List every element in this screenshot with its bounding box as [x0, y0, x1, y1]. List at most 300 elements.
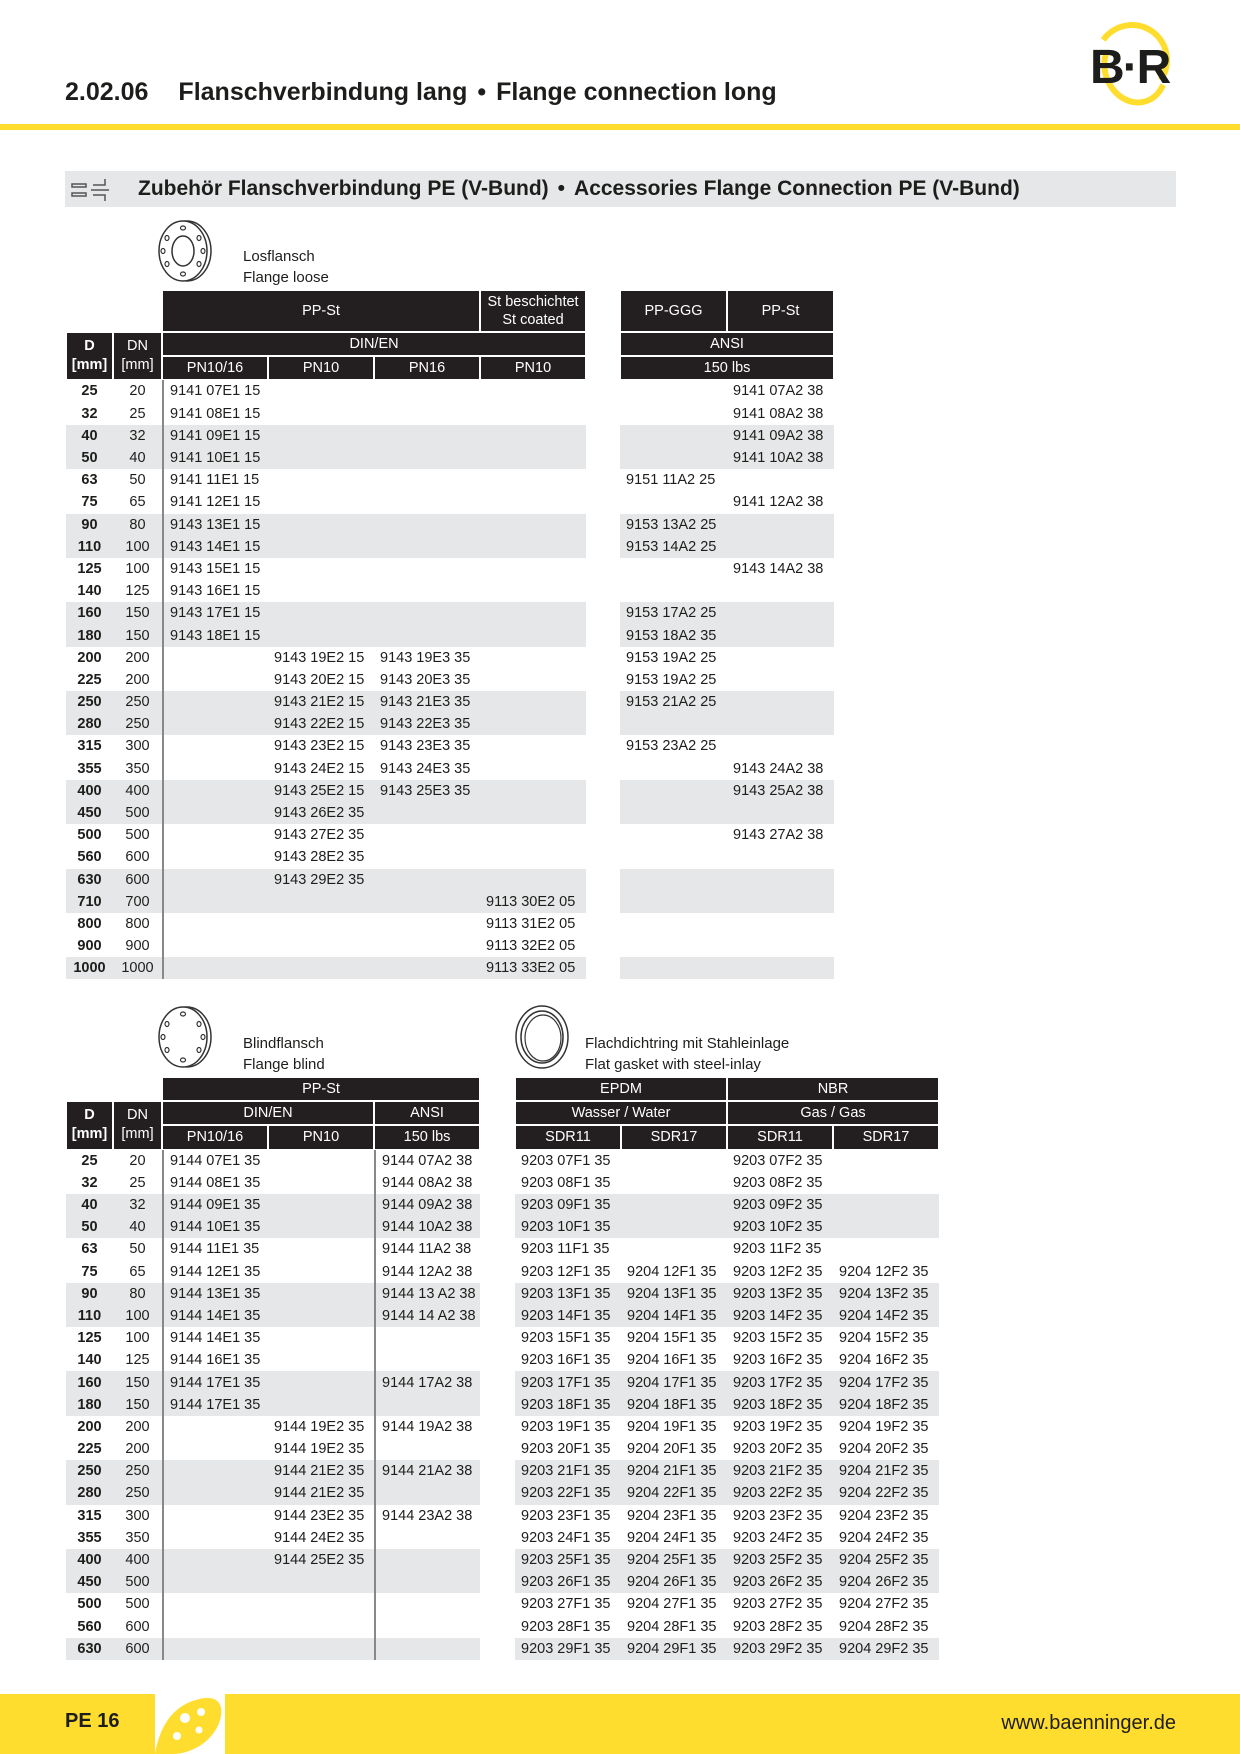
header-d — [66, 332, 113, 380]
cell-pn10 — [268, 1305, 374, 1327]
cell-sdr11-gas: 9203 09F2 35 — [727, 1194, 833, 1216]
blind-flange-table — [66, 1077, 480, 1660]
cell-pp-ggg — [620, 713, 727, 735]
cell-pn16: 9143 25E3 35 — [374, 780, 480, 802]
cell-d: 63 — [81, 1241, 98, 1258]
cell-pn10-16: 9143 15E1 15 — [162, 558, 268, 580]
table-row — [66, 1216, 480, 1238]
cell-pp-st-ansi: 9141 09A2 38 — [727, 425, 834, 447]
header-dn — [113, 1101, 162, 1149]
cell-pp-ggg — [620, 758, 727, 780]
header-pp-st: PP-St — [162, 1077, 480, 1101]
cell-pn10 — [268, 935, 374, 957]
cell-sdr11-gas: 9203 19F2 35 — [733, 1418, 823, 1435]
cell-pp-st-ansi — [727, 647, 834, 669]
table-row — [66, 1238, 480, 1260]
header-st-coated-de: St beschichtet — [487, 294, 579, 310]
gap — [586, 491, 620, 513]
cell-sdr11-gas: 9203 20F2 35 — [733, 1441, 823, 1458]
cell-sdr17-gas: 9204 23F2 35 — [839, 1507, 929, 1524]
cell-sdr11-water: 9203 11F1 35 — [521, 1241, 610, 1258]
header-sdr11-water: SDR11 — [515, 1125, 621, 1149]
cell-pn16 — [374, 913, 480, 935]
cell-d: 140 — [77, 583, 102, 600]
cell-dn: 32 — [113, 1194, 162, 1216]
table-row — [66, 669, 834, 691]
header-st-coated — [480, 290, 586, 332]
cell-pp-st-ansi — [727, 669, 834, 691]
gap — [586, 558, 620, 580]
cell-sdr11-gas: 9203 28F2 35 — [733, 1618, 823, 1635]
cell-pp-ggg: 9153 13A2 25 — [620, 514, 727, 536]
cell-pp-ggg — [620, 957, 727, 979]
cell-pp-st-ansi — [727, 891, 834, 913]
table-row — [66, 1261, 480, 1283]
cell-pp-ggg: 9153 19A2 25 — [626, 649, 717, 666]
cell-pp-ggg — [620, 558, 727, 580]
cell-sdr17-water: 9204 13F1 35 — [621, 1283, 727, 1305]
table-row — [66, 913, 834, 935]
gap — [586, 824, 620, 846]
gap — [586, 290, 620, 332]
gap — [586, 957, 620, 979]
cell-dn: 50 — [129, 472, 146, 489]
header-sdr17-water: SDR17 — [621, 1125, 727, 1149]
cell-pp-ggg: 9153 21A2 25 — [620, 691, 727, 713]
table-row — [66, 891, 834, 913]
cell-d: 630 — [66, 1638, 113, 1660]
cell-pn16 — [374, 425, 480, 447]
gap — [586, 735, 620, 757]
cell-pn10 — [268, 602, 374, 624]
cell-pn10-16: 9144 16E1 35 — [162, 1349, 268, 1371]
cell-sdr11-water: 9203 19F1 35 — [521, 1418, 611, 1435]
cell-pp-ggg: 9151 11A2 25 — [626, 472, 716, 489]
section-title-de: Zubehör Flanschverbindung PE (V-Bund) — [138, 177, 549, 200]
loose-flange-label — [243, 246, 329, 288]
cell-dn: 65 — [129, 1263, 146, 1280]
cell-d: 710 — [66, 891, 113, 913]
cell-pn10 — [268, 425, 374, 447]
cell-pn16: 9143 24E3 35 — [380, 760, 471, 777]
cell-sdr17-water — [621, 1194, 727, 1216]
table-row — [515, 1349, 939, 1371]
cell-pp-ggg — [620, 869, 727, 891]
cell-sdr17-gas: 9204 22F2 35 — [833, 1482, 939, 1504]
cell-d: 250 — [66, 1460, 113, 1482]
gap — [586, 536, 620, 558]
title-de: Flanschverbindung lang — [178, 78, 468, 106]
cell-dn: 500 — [113, 802, 162, 824]
cell-sdr11-water: 9203 14F1 35 — [515, 1305, 621, 1327]
loose-flange-label-en: Flange loose — [243, 269, 329, 286]
gap — [586, 913, 620, 935]
table-row — [66, 1371, 480, 1393]
cell-pn10 — [268, 380, 374, 402]
cell-pn10-coated: 9113 30E2 05 — [480, 891, 586, 913]
table-row — [66, 713, 834, 735]
cell-pn10 — [268, 447, 374, 469]
cell-sdr17-gas: 9204 17F2 35 — [833, 1371, 939, 1393]
table-row — [66, 735, 834, 757]
cell-pp-st-ansi: 9141 10A2 38 — [727, 447, 834, 469]
cell-pp-ggg: 9153 18A2 35 — [620, 624, 727, 646]
cell-pn10-16: 9143 13E1 15 — [162, 514, 268, 536]
header-pn10: PN10 — [268, 1125, 374, 1149]
cell-pn16: 9143 22E3 35 — [374, 713, 480, 735]
website-link[interactable]: www.baenninger.de — [1001, 1712, 1176, 1734]
cell-dn: 100 — [113, 536, 162, 558]
cell-pn10-16 — [162, 735, 268, 757]
cell-d: 800 — [77, 915, 102, 932]
cell-d: 180 — [66, 624, 113, 646]
cell-d: 40 — [66, 425, 113, 447]
cell-pp-st-ansi — [727, 735, 834, 757]
table-row — [515, 1505, 939, 1527]
cell-d: 63 — [81, 472, 98, 489]
cell-d: 280 — [66, 713, 113, 735]
table-row — [66, 1283, 480, 1305]
cell-pp-ggg — [620, 935, 727, 957]
page-number: PE 16 — [65, 1710, 120, 1732]
cell-pn10-coated: 9113 31E2 05 — [486, 915, 576, 932]
cell-pp-st-ansi — [727, 514, 834, 536]
cell-dn: 350 — [125, 760, 150, 777]
cell-d: 180 — [66, 1394, 113, 1416]
blind-flange-label-en: Flange blind — [243, 1056, 325, 1073]
cell-pn10-16: 9141 07E1 15 — [162, 380, 268, 402]
header-pn10-16: PN10/16 — [162, 356, 268, 380]
loose-flange-label-de: Losflansch — [243, 248, 315, 265]
cell-sdr11-water: 9203 29F1 35 — [515, 1638, 621, 1660]
cell-dn: 500 — [113, 1571, 162, 1593]
header-empty — [66, 1077, 162, 1101]
cell-sdr17-gas: 9204 28F2 35 — [839, 1618, 929, 1635]
cell-d: 110 — [66, 1305, 113, 1327]
cell-d: 450 — [66, 1571, 113, 1593]
table-row — [66, 691, 834, 713]
cell-sdr17-water: 9204 12F1 35 — [627, 1263, 717, 1280]
cell-pn10 — [268, 1638, 374, 1660]
cell-pn16: 9143 23E3 35 — [380, 738, 471, 755]
cell-pn16 — [374, 469, 480, 491]
cell-sdr17-gas: 9204 21F2 35 — [833, 1460, 939, 1482]
gap — [586, 380, 620, 402]
gap — [586, 356, 620, 380]
cell-pn16 — [374, 514, 480, 536]
header-pn10-coated: PN10 — [480, 356, 586, 380]
cell-pp-st-ansi — [727, 957, 834, 979]
cell-pn10-coated — [480, 691, 586, 713]
header-sdr11-gas: SDR11 — [727, 1125, 833, 1149]
header-pp-st: PP-St — [162, 290, 480, 332]
header-150-lbs: 150 lbs — [620, 356, 834, 380]
cell-d: 25 — [81, 383, 98, 400]
cell-pn16: 9143 21E3 35 — [374, 691, 480, 713]
cell-pn10: 9144 21E2 35 — [268, 1460, 374, 1482]
cell-sdr11-water: 9203 28F1 35 — [521, 1618, 611, 1635]
cell-sdr17-water: 9204 15F1 35 — [627, 1330, 717, 1347]
footer-decoration-icon — [155, 1694, 225, 1754]
gasket-label-en: Flat gasket with steel-inlay — [585, 1056, 761, 1073]
cell-150-lbs: 9144 19A2 38 — [374, 1416, 480, 1438]
cell-pn10-16 — [162, 669, 268, 691]
cell-pn10: 9144 19E2 35 — [274, 1418, 365, 1435]
cell-pn10-16 — [162, 802, 268, 824]
cell-sdr17-water: 9204 14F1 35 — [621, 1305, 727, 1327]
cell-pp-ggg — [620, 380, 727, 402]
gap — [586, 447, 620, 469]
cell-pn10-16: 9141 12E1 15 — [162, 491, 268, 513]
cell-sdr11-gas: 9203 10F2 35 — [727, 1216, 833, 1238]
cell-pn10-16: 9143 17E1 15 — [162, 602, 268, 624]
table-row — [515, 1593, 939, 1615]
header-dn — [113, 332, 162, 380]
cell-dn: 600 — [113, 1638, 162, 1660]
gap — [586, 332, 620, 356]
cell-sdr11-gas: 9203 07F2 35 — [733, 1152, 823, 1169]
cell-pn16 — [374, 403, 480, 425]
gap — [586, 602, 620, 624]
cell-pn10-coated — [480, 647, 586, 669]
cell-pn16 — [374, 380, 480, 402]
cell-pn10 — [268, 1349, 374, 1371]
cell-d: 400 — [66, 1549, 113, 1571]
cell-d: 90 — [66, 1283, 113, 1305]
cell-pn10-16 — [162, 758, 268, 780]
gap — [586, 758, 620, 780]
cell-pn10: 9143 28E2 35 — [274, 849, 365, 866]
cell-pp-st-ansi: 9141 12A2 38 — [733, 494, 824, 511]
gap — [586, 469, 620, 491]
table-row — [515, 1394, 939, 1416]
cell-sdr11-water: 9203 24F1 35 — [521, 1529, 611, 1546]
cell-pn10-16 — [162, 1593, 268, 1615]
gap — [586, 713, 620, 735]
cell-pn10: 9143 21E2 15 — [268, 691, 374, 713]
cell-pn10 — [268, 580, 374, 602]
header-pn10: PN10 — [268, 356, 374, 380]
cell-pn10: 9143 19E2 15 — [274, 649, 365, 666]
cell-pn16 — [374, 624, 480, 646]
table-row — [66, 1638, 480, 1660]
cell-pn10: 9143 22E2 15 — [268, 713, 374, 735]
header-rule — [0, 124, 1240, 130]
table-row — [66, 1616, 480, 1638]
gap — [586, 425, 620, 447]
cell-pn10 — [268, 1194, 374, 1216]
table-row — [66, 491, 834, 513]
cell-dn: 600 — [125, 849, 150, 866]
cell-dn: 100 — [125, 1330, 150, 1347]
cell-pn16 — [374, 558, 480, 580]
cell-sdr17-gas: 9204 18F2 35 — [833, 1394, 939, 1416]
blind-flange-label-de: Blindflansch — [243, 1035, 324, 1052]
cell-150-lbs — [374, 1349, 480, 1371]
cell-dn: 200 — [125, 649, 150, 666]
cell-pn10-16: 9143 16E1 15 — [162, 580, 268, 602]
cell-pp-ggg: 9153 23A2 25 — [626, 738, 717, 755]
cell-pn10: 9143 26E2 35 — [268, 802, 374, 824]
cell-sdr11-water: 9203 17F1 35 — [515, 1371, 621, 1393]
header-water: Wasser / Water — [515, 1101, 727, 1125]
cell-pn10-16: 9141 10E1 15 — [162, 447, 268, 469]
table-row — [515, 1571, 939, 1593]
table-row — [66, 1505, 480, 1527]
cell-dn: 100 — [113, 1305, 162, 1327]
cell-dn: 100 — [125, 560, 150, 577]
cell-sdr17-gas: 9204 26F2 35 — [833, 1571, 939, 1593]
gap — [586, 780, 620, 802]
cell-dn: 20 — [129, 1152, 146, 1169]
cell-pp-ggg — [620, 491, 727, 513]
table-row — [66, 1172, 480, 1194]
cell-pn10-coated — [480, 624, 586, 646]
cell-pn16 — [374, 891, 480, 913]
cell-pn10-coated — [480, 669, 586, 691]
cell-dn: 600 — [125, 1618, 150, 1635]
header-epdm: EPDM — [515, 1077, 727, 1101]
cell-pn16 — [374, 491, 480, 513]
cell-150-lbs — [374, 1527, 480, 1549]
table-row — [515, 1416, 939, 1438]
table-row — [66, 1349, 480, 1371]
cell-sdr17-water: 9204 21F1 35 — [621, 1460, 727, 1482]
cell-pn10 — [268, 1261, 374, 1283]
cell-pp-st-ansi — [727, 691, 834, 713]
table-row — [66, 1527, 480, 1549]
cell-sdr11-gas: 9203 14F2 35 — [727, 1305, 833, 1327]
cell-pp-st-ansi: 9141 07A2 38 — [733, 383, 824, 400]
cell-sdr17-gas: 9204 27F2 35 — [839, 1596, 929, 1613]
cell-pn10-16 — [162, 869, 268, 891]
cell-dn: 250 — [113, 1482, 162, 1504]
cell-pp-st-ansi: 9143 27A2 38 — [733, 827, 824, 844]
table-row — [66, 1571, 480, 1593]
header-d-label: D — [84, 1107, 95, 1124]
cell-150-lbs — [374, 1394, 480, 1416]
cell-pn10 — [268, 558, 374, 580]
cell-pp-ggg — [620, 891, 727, 913]
cell-pn10 — [268, 536, 374, 558]
cell-pp-st-ansi — [727, 469, 834, 491]
cell-sdr17-gas: 9204 20F2 35 — [839, 1441, 929, 1458]
cell-pn10-16 — [162, 647, 268, 669]
cell-d: 90 — [66, 514, 113, 536]
cell-pp-st-ansi: 9143 25A2 38 — [727, 780, 834, 802]
cell-pp-st-ansi — [727, 713, 834, 735]
cell-sdr11-gas: 9203 26F2 35 — [727, 1571, 833, 1593]
table-row — [66, 1438, 480, 1460]
cell-dn: 80 — [113, 514, 162, 536]
header-empty — [66, 290, 162, 332]
cell-150-lbs: 9144 10A2 38 — [374, 1216, 480, 1238]
cell-sdr11-gas: 9203 23F2 35 — [733, 1507, 823, 1524]
table-row — [66, 602, 834, 624]
cell-d: 500 — [77, 1596, 102, 1613]
cell-pn10-16: 9141 09E1 15 — [162, 425, 268, 447]
cell-pn10-16: 9144 09E1 35 — [162, 1194, 268, 1216]
cell-pn10-coated — [480, 425, 586, 447]
cell-pn10-coated — [480, 602, 586, 624]
cell-pn10-16: 9144 14E1 35 — [162, 1305, 268, 1327]
cell-dn: 40 — [113, 447, 162, 469]
cell-dn: 125 — [125, 583, 150, 600]
cell-d: 75 — [81, 494, 98, 511]
cell-150-lbs: 9144 13 A2 38 — [374, 1283, 480, 1305]
cell-pn10-coated — [480, 447, 586, 469]
cell-d: 160 — [66, 602, 113, 624]
table-row — [515, 1194, 939, 1216]
table-row — [66, 1416, 480, 1438]
cell-d: 500 — [77, 827, 102, 844]
header-dn-label: DN — [127, 338, 148, 355]
cell-pn10 — [268, 957, 374, 979]
cell-pn10-16: 9144 17E1 35 — [162, 1394, 268, 1416]
cell-sdr17-gas: 9204 24F2 35 — [839, 1529, 929, 1546]
cell-dn: 50 — [129, 1241, 146, 1258]
cell-pn10 — [268, 1216, 374, 1238]
cell-pp-ggg: 9153 14A2 25 — [620, 536, 727, 558]
cell-pn10-16: 9143 14E1 15 — [162, 536, 268, 558]
cell-pn10 — [268, 514, 374, 536]
table-row — [66, 380, 834, 402]
cell-sdr17-water: 9204 26F1 35 — [621, 1571, 727, 1593]
cell-pn10-16 — [162, 691, 268, 713]
cell-pn10-coated — [480, 869, 586, 891]
cell-pn10-coated — [480, 758, 586, 780]
cell-pn10-16 — [162, 1527, 268, 1549]
gap — [586, 403, 620, 425]
cell-pn10-coated — [480, 580, 586, 602]
cell-dn: 800 — [125, 915, 150, 932]
table-row — [66, 846, 834, 868]
cell-d: 110 — [66, 536, 113, 558]
cell-pn10-16 — [162, 913, 268, 935]
cell-pn10-16: 9144 08E1 35 — [162, 1172, 268, 1194]
table-row — [66, 780, 834, 802]
cell-pn16 — [374, 957, 480, 979]
cell-sdr11-gas: 9203 21F2 35 — [727, 1460, 833, 1482]
header-nbr: NBR — [727, 1077, 939, 1101]
flange-connection-icon — [71, 177, 111, 203]
cell-sdr11-gas: 9203 13F2 35 — [727, 1283, 833, 1305]
cell-d: 40 — [66, 1194, 113, 1216]
cell-150-lbs: 9144 07A2 38 — [374, 1150, 480, 1172]
cell-dn: 900 — [125, 938, 150, 955]
cell-pn16 — [374, 935, 480, 957]
cell-sdr11-gas: 9203 24F2 35 — [733, 1529, 823, 1546]
cell-pn16 — [374, 602, 480, 624]
cell-pn10-coated — [480, 491, 586, 513]
cell-sdr11-water: 9203 23F1 35 — [521, 1507, 611, 1524]
table-row — [66, 1460, 480, 1482]
gap — [586, 669, 620, 691]
cell-pn10-coated: 9113 33E2 05 — [480, 957, 586, 979]
gap — [586, 514, 620, 536]
cell-pn10-coated — [480, 403, 586, 425]
separator-dot: • — [557, 177, 566, 200]
cell-dn: 200 — [125, 1441, 150, 1458]
cell-pn10-16: 9144 17E1 35 — [162, 1371, 268, 1393]
cell-dn: 32 — [113, 425, 162, 447]
cell-pp-st-ansi — [727, 846, 834, 868]
cell-pn16 — [374, 824, 480, 846]
cell-d: 250 — [66, 691, 113, 713]
cell-pp-ggg — [620, 780, 727, 802]
cell-sdr11-water: 9203 09F1 35 — [515, 1194, 621, 1216]
cell-150-lbs: 9144 12A2 38 — [374, 1261, 480, 1283]
